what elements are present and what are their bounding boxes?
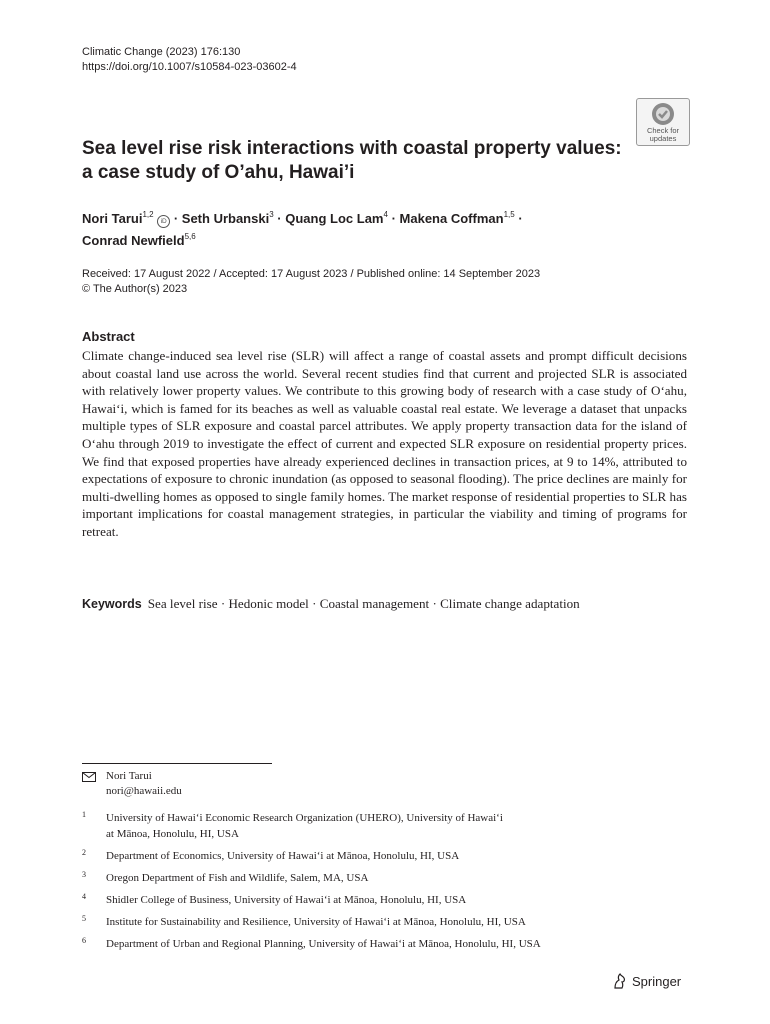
author-affiliation-sup: 4	[383, 210, 388, 219]
affiliation-text: Oregon Department of Fish and Wildlife, Salem, MA, USA	[106, 871, 369, 884]
envelope-icon	[82, 772, 96, 782]
affiliation-text: Shidler College of Business, University of Hawai‘i at Mānoa, Honolulu, HI, USA	[106, 893, 467, 906]
received-accepted-published: Received: 17 August 2022 / Accepted: 17 August 2023 / Published online: 14 September 2023	[82, 268, 541, 280]
orcid-icon[interactable]: iD	[157, 215, 170, 228]
affiliation-number: 1	[82, 810, 86, 819]
doi-link[interactable]: https://doi.org/10.1007/s10584-023-03602-4	[82, 61, 297, 73]
author-list	[82, 206, 642, 250]
affiliation-text: Department of Economics, University of Hawai‘i at Mānoa, Honolulu, HI, USA	[106, 849, 460, 862]
affiliation-item	[82, 871, 682, 887]
author-affiliation-sup: 1,2	[142, 210, 154, 219]
correspondence	[82, 769, 182, 799]
springer-horse-logo	[612, 973, 628, 989]
author-affiliation-sup: 5,6	[184, 232, 196, 241]
abstract-text: Climate change-induced sea level rise (SLR) will affect a range of coastal assets and prompt difficult decisions about coastal land use across the world. Several recent studies find that current and projected SLR is associated with relatively lower property values. We contribute to this growing body of research with a case study of O‘ahu, Hawai‘i, which is famed for its beaches as well as valuable coastal real estate. We leverage a dataset that unpacks multiple types of SLR exposure and coastal parcel attributes. We apply property transaction data for the island of O‘ahu through 2019 to investigate the effect of current and expected SLR exposure on residential property prices. We find that exposed properties have already experienced declines in transaction prices, at 9 to 14%, attributed to expectations of exposure to chronic inundation (as opposed to seasonal flooding). The price declines are mainly for multi-dwelling homes as opposed to single family homes. The market response of residential properties to SLR has important implications for coastal management strategies, in particular the viability and timing of programs for retreat.	[82, 348, 687, 539]
check-for-updates-line2: updates	[649, 134, 677, 143]
affiliation-item	[82, 893, 682, 909]
author-separator: ·	[391, 211, 396, 226]
article-title-line1: Sea level rise risk interactions with coastal property values:	[82, 138, 622, 159]
copyright: © The Author(s) 2023	[82, 283, 188, 295]
publisher-name: Springer	[632, 974, 682, 989]
affiliation-number: 5	[82, 913, 86, 923]
affiliation-number: 3	[82, 869, 86, 879]
article-title	[82, 137, 642, 185]
keywords-label: Keywords	[82, 597, 142, 611]
footnote-rule	[82, 763, 272, 764]
author-name[interactable]: Conrad Newfield	[82, 233, 185, 248]
affiliations	[82, 811, 682, 959]
author-name[interactable]: Makena Coffman	[399, 211, 504, 226]
author-separator: ·	[277, 211, 282, 226]
affiliation-text: Institute for Sustainability and Resilience, University of Hawai‘i at Mānoa, Honolulu, HI, USA	[106, 915, 526, 928]
check-for-updates-icon	[651, 102, 675, 126]
keywords	[82, 595, 687, 614]
author-name[interactable]: Quang Loc Lam	[285, 211, 384, 226]
publisher-logo	[612, 973, 681, 989]
author-affiliation-sup: 3	[269, 210, 274, 219]
affiliation-item	[82, 915, 682, 931]
author-name[interactable]: Seth Urbanski	[181, 211, 270, 226]
article-title-line2: a case study of O’ahu, Hawai’i	[82, 162, 355, 183]
affiliation-item	[82, 937, 682, 953]
affiliation-number: 6	[82, 935, 86, 945]
author-separator: ·	[518, 211, 523, 226]
affiliation-item	[82, 849, 682, 865]
publication-dates	[82, 267, 682, 297]
journal-header	[82, 45, 297, 75]
author-affiliation-sup: 1,5	[503, 210, 515, 219]
keywords-list: Sea level rise · Hedonic model · Coastal management · Climate change adaptation	[147, 596, 580, 611]
author-name[interactable]: Nori Tarui	[82, 211, 143, 226]
correspondence-email[interactable]: nori@hawaii.edu	[106, 785, 182, 797]
affiliation-item	[82, 811, 682, 842]
affiliation-number: 2	[82, 847, 86, 857]
journal-citation: Climatic Change (2023) 176:130	[82, 46, 241, 58]
affiliation-number: 4	[82, 891, 86, 901]
correspondence-name: Nori Tarui	[106, 770, 152, 782]
check-for-updates-badge[interactable]	[636, 98, 690, 146]
affiliation-text: University of Hawai‘i Economic Research Organization (UHERO), University of Hawai‘i	[106, 812, 503, 824]
author-separator: ·	[173, 211, 179, 226]
affiliation-text: at Mānoa, Honolulu, HI, USA	[106, 827, 239, 840]
abstract-heading: Abstract	[82, 329, 135, 344]
affiliation-text: Department of Urban and Regional Planning, University of Hawai‘i at Mānoa, Honolulu, HI, USA	[106, 937, 541, 950]
check-for-updates-line1: Check for	[646, 126, 680, 135]
